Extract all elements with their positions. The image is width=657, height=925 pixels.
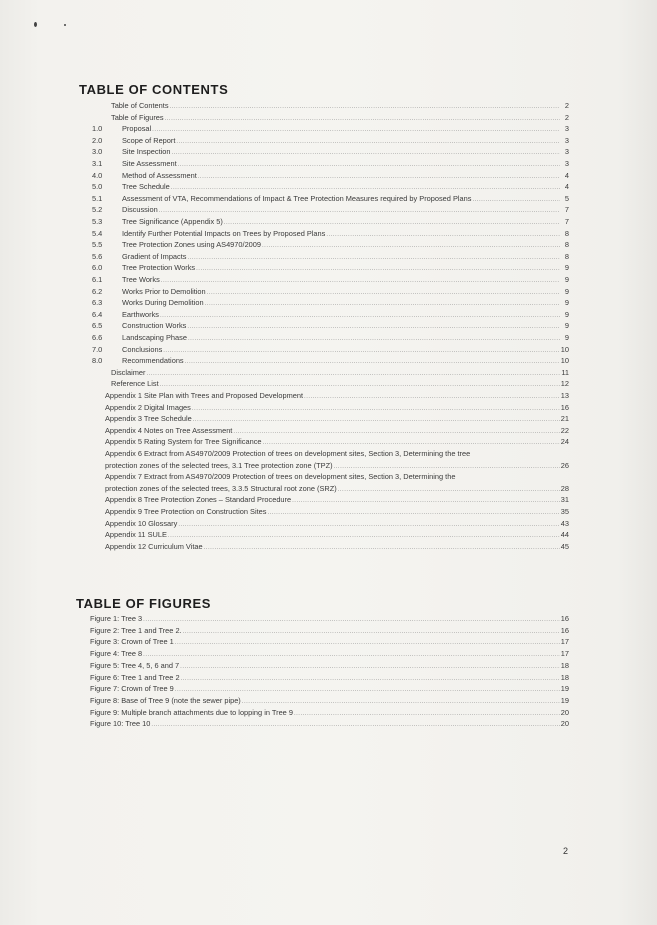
entry-label: Identify Further Potential Impacts on Trees by Proposed Plans [122,228,326,238]
toc-entry[interactable] [92,170,569,182]
entry-label: Site Assessment [122,159,177,168]
section-number: 1.0 [92,124,103,134]
entry-label: Figure 9: Multiple branch attachments due to lopping in Tree 9 [90,707,293,717]
dot-leader [187,322,560,332]
entry-label: Tree Protection Zones using AS4970/2009 [122,240,262,250]
entry-label: Tree Protection Works [122,263,196,273]
appendix-label-line1: Appendix 7 Extract from AS4970/2009 Protection of trees on development sites, Section 3, Determining the [105,472,456,482]
entry-page-number: 17 [560,637,569,647]
entry-label: Construction Works [122,321,187,331]
entry-page-number: 16 [560,625,569,635]
entry-label: Disclaimer [111,367,146,377]
entry-page-number: 11 [561,367,569,377]
dot-leader [147,369,561,379]
toc-entry[interactable] [92,356,569,367]
appendix-entry[interactable] [105,437,569,448]
appendix-label-line1: Appendix 6 Extract from AS4970/2009 Protection of trees on development sites, Section 3, Determining the tree [105,449,471,458]
dot-leader [326,230,560,240]
entry-label: Gradient of Impacts [122,251,187,261]
entry-label: Scope of Report [122,135,176,145]
entry-label: Landscaping Phase [122,333,187,342]
section-number: 5.2 [92,205,103,215]
toc-entry[interactable] [111,368,569,379]
entry-label: protection zones of the selected trees, 3.3.5 Structural root zone (SRZ) [105,483,337,493]
entry-label: Figure 3: Crown of Tree 1 [90,637,174,647]
entry-label: Appendix 8 Tree Protection Zones – Standard Procedure [105,495,292,505]
entry-page-number: 9 [564,333,569,342]
section-number: 5.4 [92,228,103,238]
section-number: 6.5 [92,321,103,331]
appendix-entry[interactable] [105,414,569,425]
dot-leader [160,380,560,390]
entry-label: Figure 10: Tree 10 [90,719,151,729]
entry-page-number: 43 [560,518,569,528]
entry-page-number: 45 [560,541,569,551]
entry-label: Figure 1: Tree 3 [90,614,143,623]
entry-page-number: 18 [560,672,569,682]
scan-speck [64,24,66,26]
dot-leader [292,496,560,506]
section-number: 3.0 [92,147,103,157]
dot-leader [171,183,560,193]
entry-page-number: 2 [564,112,569,122]
entry-label: Appendix 1 Site Plan with Trees and Proposed Development [105,391,304,400]
section-number: 7.0 [92,344,103,354]
entry-label: Conclusions [122,344,163,354]
entry-label: Appendix 9 Tree Protection on Construction Sites [105,507,267,516]
dot-leader [207,288,560,298]
appendix-entry[interactable] [105,426,569,437]
entry-label: Recommendations [122,356,184,366]
entry-label: Appendix 12 Curriculum Vitae [105,541,203,551]
toc-entry[interactable] [92,309,569,321]
dot-leader [183,627,560,637]
entry-page-number: 4 [564,182,569,192]
dot-leader [188,253,561,263]
entry-page-number: 12 [560,379,569,389]
dot-leader [205,299,560,309]
entry-label: Appendix 10 Glossary [105,518,178,528]
dot-leader [163,346,560,356]
toc-entry[interactable] [92,135,569,147]
entry-label: Figure 8: Base of Tree 9 (note the sewer pipe) [90,695,241,705]
entry-page-number: 10 [560,344,569,354]
dot-leader [188,334,560,344]
section-number: 4.0 [92,170,103,180]
toc-heading: TABLE OF CONTENTS [79,82,229,97]
section-number: 6.4 [92,309,103,319]
dot-leader [472,195,560,205]
dot-leader [263,438,560,448]
dot-leader [193,415,560,425]
toc-entry[interactable] [92,193,569,205]
dot-leader [192,404,560,414]
entry-label: Appendix 2 Digital Images [105,402,191,412]
figures-heading: TABLE OF FIGURES [76,596,212,611]
entry-page-number: 17 [560,649,569,659]
section-number: 3.1 [92,159,103,168]
entry-page-number: 24 [560,437,569,447]
figure-entry[interactable] [90,637,569,648]
section-number: 6.1 [92,275,103,284]
toc-entry[interactable] [92,275,569,286]
dot-leader [168,531,560,541]
entry-page-number: 3 [564,135,569,145]
figure-entry[interactable] [90,626,569,637]
toc-entry[interactable] [92,182,569,193]
toc-entry[interactable] [111,113,569,124]
entry-page-number: 4 [564,170,569,180]
entry-page-number: 7 [564,205,569,215]
entry-page-number: 9 [564,275,569,284]
dot-leader [178,520,559,530]
appendix-entry[interactable] [105,530,569,541]
entry-page-number: 16 [560,614,569,623]
entry-page-number: 18 [560,660,569,670]
toc-entry[interactable] [111,101,569,112]
entry-label: Discussion [122,205,158,215]
figure-entry[interactable] [90,719,569,730]
entry-page-number: 13 [560,391,569,400]
dot-leader [143,650,560,660]
dot-leader [334,462,560,472]
entry-page-number: 9 [564,286,569,296]
dot-leader [160,311,560,321]
entry-page-number: 22 [560,425,569,435]
dot-leader [181,674,560,684]
toc-entry[interactable] [92,286,569,298]
entry-page-number: 35 [560,507,569,516]
dot-leader [176,137,560,147]
entry-page-number: 28 [560,483,569,493]
entry-label: Method of Assessment [122,170,197,180]
figure-entry[interactable] [90,614,569,625]
entry-page-number: 8 [564,240,569,250]
toc-entry[interactable] [92,251,569,263]
entry-label: Appendix 11 SULE [105,530,167,540]
entry-page-number: 9 [564,298,569,308]
entry-label: protection zones of the selected trees, 3.1 Tree protection zone (TPZ) [105,460,333,470]
entry-page-number: 3 [564,147,569,157]
dot-leader [180,662,560,672]
dot-leader [165,114,560,124]
dot-leader [171,148,560,158]
scan-speck [34,22,37,27]
entry-label: Figure 7: Crown of Tree 9 [90,684,174,694]
dot-leader [233,427,559,437]
dot-leader [267,508,559,518]
appendix-entry[interactable] [105,542,569,553]
entry-page-number: 8 [564,228,569,238]
page-number: 2 [563,846,569,856]
dot-leader [242,697,560,707]
dot-leader [224,218,560,228]
section-number: 6.3 [92,298,103,308]
entry-label: Proposal [122,124,152,134]
dot-leader [204,543,560,553]
entry-page-number: 3 [564,124,569,134]
entry-label: Figure 6: Tree 1 and Tree 2 [90,672,180,682]
entry-page-number: 16 [560,402,569,412]
entry-label: Appendix 3 Tree Schedule [105,414,192,424]
entry-page-number: 10 [560,356,569,366]
dot-leader [170,102,560,112]
entry-label: Appendix 4 Notes on Tree Assessment [105,425,233,435]
entry-label: Tree Works [122,275,160,284]
appendix-entry[interactable] [105,519,569,530]
toc-entry[interactable] [92,263,569,274]
figure-entry[interactable] [90,661,569,672]
entry-page-number: 26 [560,460,569,470]
dot-leader [178,160,560,170]
toc-entry[interactable] [111,379,569,390]
entry-page-number: 7 [564,217,569,226]
dot-leader [198,172,560,182]
entry-label: Earthworks [122,309,159,319]
section-number: 8.0 [92,356,103,366]
section-number: 5.5 [92,240,103,250]
entry-label: Works During Demolition [122,298,204,308]
section-number: 5.1 [92,193,103,203]
section-number: 5.6 [92,251,103,261]
dot-leader [338,485,560,495]
dot-leader [175,685,560,695]
entry-label: Assessment of VTA, Recommendations of Impact & Tree Protection Measures required by Proposed Plans [122,193,472,203]
entry-label: Table of Figures [111,112,164,122]
section-number: 6.0 [92,263,103,273]
dot-leader [304,392,560,402]
entry-page-number: 19 [560,695,569,705]
dot-leader [294,709,560,719]
entry-page-number: 3 [564,159,569,168]
entry-page-number: 20 [560,707,569,717]
section-number: 6.2 [92,286,103,296]
dot-leader [152,125,560,135]
dot-leader [262,241,560,251]
entry-page-number: 5 [564,193,569,203]
entry-label: Figure 2: Tree 1 and Tree 2. [90,625,182,635]
entry-label: Tree Schedule [122,182,170,192]
entry-page-number: 9 [564,321,569,331]
appendix-entry[interactable] [105,495,569,506]
section-number: 6.6 [92,333,103,342]
entry-label: Appendix 5 Rating System for Tree Significance [105,437,262,447]
figure-entry[interactable] [90,708,569,719]
toc-entry[interactable] [92,124,569,135]
section-number: 5.3 [92,217,103,226]
toc-entry[interactable] [92,321,569,332]
dot-leader [196,264,560,274]
entry-page-number: 9 [564,263,569,273]
figure-entry[interactable] [90,684,569,695]
figure-entry[interactable] [90,673,569,684]
entry-page-number: 2 [564,101,569,110]
dot-leader [175,638,560,648]
figure-entry[interactable] [90,696,569,707]
figure-entry[interactable] [90,649,569,660]
section-number: 5.0 [92,182,103,192]
toc-entry[interactable] [92,298,569,309]
entry-label: Site Inspection [122,147,171,157]
entry-label: Table of Contents [111,101,169,110]
toc-entry[interactable] [92,159,569,170]
appendix-entry[interactable] [105,507,569,518]
entry-label: Works Prior to Demolition [122,286,206,296]
entry-page-number: 31 [560,495,569,505]
dot-leader [143,615,560,625]
toc-entry[interactable] [92,344,569,356]
appendix-entry[interactable] [105,391,569,402]
toc-entry[interactable] [92,217,569,228]
dot-leader [161,276,560,286]
appendix-entry[interactable] [105,403,569,414]
entry-page-number: 44 [560,530,569,540]
toc-entry[interactable] [92,228,569,240]
toc-entry[interactable] [92,240,569,251]
entry-page-number: 9 [564,309,569,319]
entry-label: Reference List [111,379,159,389]
entry-label: Tree Significance (Appendix 5) [122,217,223,226]
appendix-entry[interactable] [105,484,569,495]
entry-page-number: 19 [560,684,569,694]
section-number: 2.0 [92,135,103,145]
dot-leader [151,720,559,730]
entry-page-number: 8 [564,251,569,261]
entry-label: Figure 5: Tree 4, 5, 6 and 7 [90,660,180,670]
appendix-entry[interactable] [105,461,569,472]
dot-leader [185,357,560,367]
entry-page-number: 20 [560,719,569,729]
toc-entry[interactable] [92,147,569,158]
toc-entry[interactable] [92,205,569,216]
dot-leader [159,206,560,216]
entry-page-number: 21 [560,414,569,424]
toc-entry[interactable] [92,333,569,344]
entry-label: Figure 4: Tree 8 [90,649,143,659]
